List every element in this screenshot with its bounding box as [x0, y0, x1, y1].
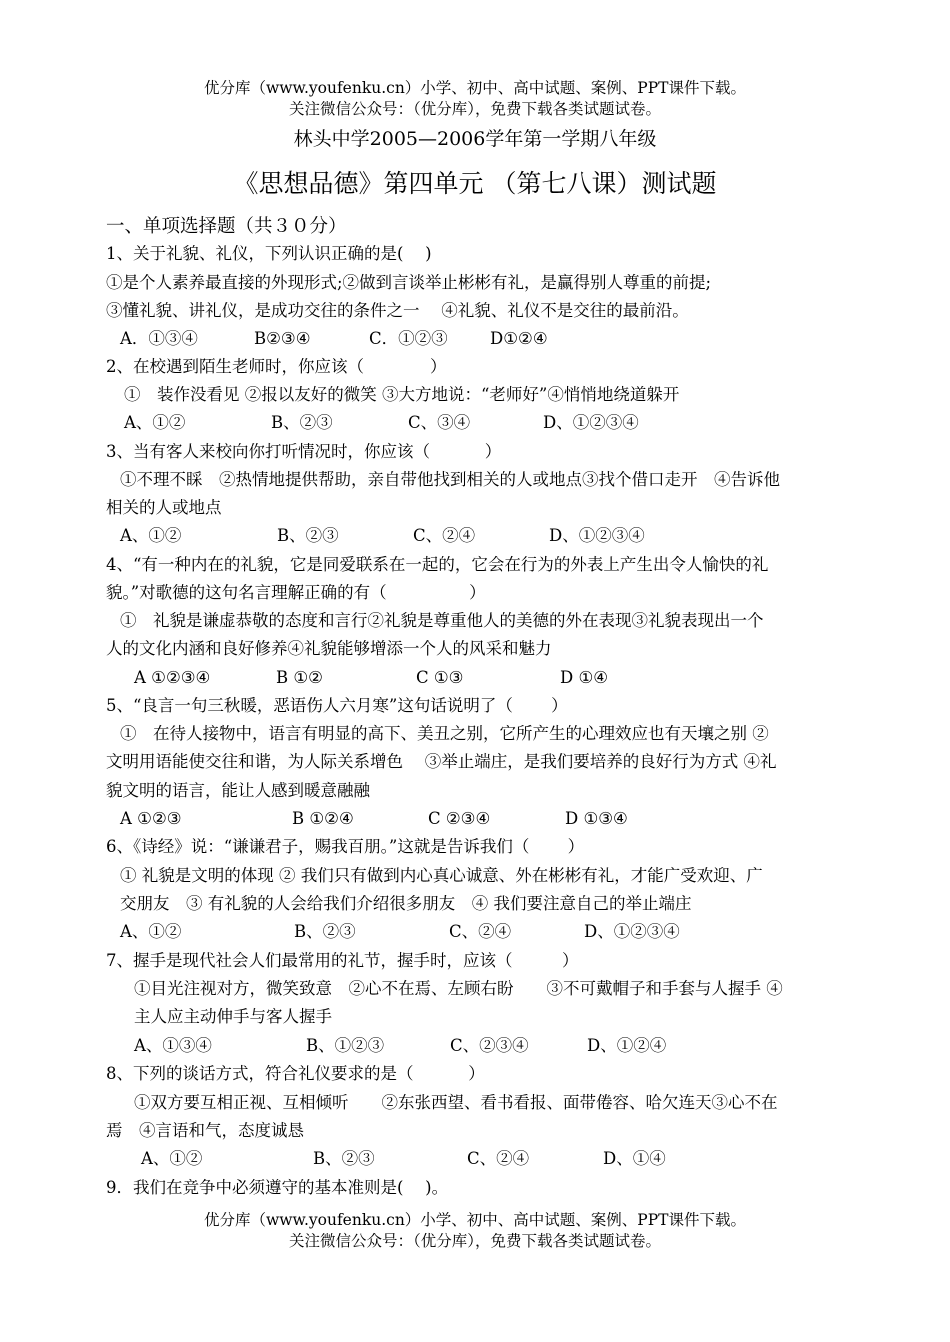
q2-statement-1: ① 装作没看见 ②报以友好的微笑 ③大方地说：“老师好”④悄悄地绕道躲开	[124, 385, 680, 404]
q2-option-c: C、③④	[408, 413, 471, 432]
q7-statement-1: ①目光注视对方，微笑致意 ②心不在焉、左顾右盼 ③不可戴帽子和手套与人握手 ④	[134, 979, 783, 998]
q6-statement-1: ① 礼貌是文明的体现 ② 我们只有做到内心真心诚意、外在彬彬有礼，才能广受欢迎、广	[120, 866, 763, 885]
q6-option-d: D、①②③④	[584, 922, 680, 941]
q1-option-d: D①②④	[490, 329, 548, 348]
q8-statement-2: 焉 ④言语和气，态度诚恳	[106, 1121, 304, 1140]
q5-option-b: B ①②④	[292, 809, 354, 828]
q8-option-a: A、①②	[141, 1149, 203, 1168]
q4-statement-2: 人的文化内涵和良好修养④礼貌能够增添一个人的风采和魅力	[106, 639, 552, 658]
q6-stem: 6、《诗经》说：“谦谦君子，赐我百朋。”这就是告诉我们（ ）	[106, 837, 585, 856]
q5-option-a: A ①②③	[120, 809, 182, 828]
q3-option-b: B、②③	[277, 526, 339, 545]
q8-statement-1: ①双方要互相正视、互相倾听 ②东张西望、看书看报、面带倦容、哈欠连天③心不在	[134, 1093, 778, 1112]
q1-statement-2: ③懂礼貌、讲礼仪，是成功交往的条件之一 ④礼貌、礼仪不是交往的最前沿。	[106, 301, 689, 320]
q1-stem: 1、关于礼貌、礼仪，下列认识正确的是( )	[106, 244, 432, 263]
q2-option-a: A、①②	[124, 413, 186, 432]
q2-option-d: D、①②③④	[543, 413, 639, 432]
q5-option-c: C ②③④	[428, 809, 491, 828]
q1-option-b: B②③④	[254, 329, 311, 348]
footer-ad-line-2: 关注微信公众号：（优分库），免费下载各类试题试卷。	[288, 1232, 661, 1250]
q8-option-b: B、②③	[313, 1149, 375, 1168]
q7-option-b: B、①②③	[306, 1036, 385, 1055]
school-line: 林头中学2005—2006学年第一学期八年级	[293, 128, 657, 150]
q8-option-d: D、①④	[603, 1149, 666, 1168]
q1-option-c: C．①②③	[369, 329, 448, 348]
q6-option-b: B、②③	[294, 922, 356, 941]
q3-option-d: D、①②③④	[549, 526, 645, 545]
q5-option-d: D ①③④	[565, 809, 628, 828]
q6-option-c: C、②④	[449, 922, 512, 941]
q5-statement-3: 貌文明的语言，能让人感到暖意融融	[106, 781, 370, 800]
q5-statement-1: ① 在待人接物中，语言有明显的高下、美丑之别，它所产生的心理效应也有天壤之别 ②	[120, 724, 769, 743]
q1-option-a: A．①③④	[120, 329, 198, 348]
q3-statement-2: 相关的人或地点	[106, 498, 222, 517]
q8-stem: 8、下列的谈话方式，符合礼仪要求的是（ ）	[106, 1064, 485, 1083]
q4-stem: 4、“有一种内在的礼貌，它是同爱联系在一起的，它会在行为的外表上产生出令人愉快的礼	[106, 555, 769, 574]
q8-option-c: C、②④	[467, 1149, 530, 1168]
q5-statement-2: 文明用语能使交往和谐，为人际关系增色 ③举止端庄，是我们要培养的良好行为方式 ④礼	[106, 752, 777, 771]
q3-option-a: A、①②	[120, 526, 182, 545]
footer-ad-line-1: 优分库（www.youfenku.cn）小学、初中、高中试题、案例、PPT课件下载。	[203, 1211, 747, 1229]
q7-option-c: C、②③④	[450, 1036, 529, 1055]
q2-stem: 2、在校遇到陌生老师时，你应该（ ）	[106, 357, 447, 376]
q3-option-c: C、②④	[413, 526, 476, 545]
q6-statement-2: 交朋友 ③ 有礼貌的人会给我们介绍很多朋友 ④ 我们要注意自己的举止端庄	[120, 894, 692, 913]
q4-option-a: A ①②③④	[134, 668, 211, 687]
q9-stem: 9．我们在竞争中必须遵守的基本准则是( )。	[106, 1178, 449, 1197]
exam-title: 《思想品德》第四单元 （第七八课）测试题	[233, 169, 717, 198]
q4-option-d: D ①④	[560, 668, 609, 687]
q1-statement-1: ①是个人素养最直接的外现形式;②做到言谈举止彬彬有礼，是赢得别人尊重的前提;	[106, 273, 712, 292]
q4-option-c: C ①③	[416, 668, 464, 687]
q4-option-b: B ①②	[276, 668, 323, 687]
q7-stem: 7、握手是现代社会人们最常用的礼节，握手时，应该（ ）	[106, 951, 579, 970]
q4-statement-1: ① 礼貌是谦虚恭敬的态度和言行②礼貌是尊重他人的美德的外在表现③礼貌表现出一个	[120, 611, 764, 630]
q5-stem: 5、“良言一句三秋暖，恶语伤人六月寒”这句话说明了（ ）	[106, 696, 568, 715]
q4-stem-cont: 貌。”对歌德的这句名言理解正确的有（ ）	[106, 583, 486, 602]
q6-option-a: A、①②	[120, 922, 182, 941]
q3-statement-1: ①不理不睬 ②热情地提供帮助，亲自带他找到相关的人或地点③找个借口走开 ④告诉他	[120, 470, 780, 489]
header-ad-line-1: 优分库（www.youfenku.cn）小学、初中、高中试题、案例、PPT课件下载。	[203, 79, 747, 97]
q3-stem: 3、当有客人来校向你打听情况时，你应该（ ）	[106, 442, 502, 461]
q7-option-d: D、①②④	[587, 1036, 667, 1055]
q7-statement-2: 主人应主动伸手与客人握手	[134, 1007, 332, 1026]
q2-option-b: B、②③	[271, 413, 333, 432]
q7-option-a: A、①③④	[134, 1036, 212, 1055]
section-heading: 一、单项选择题（共３０分）	[106, 216, 347, 237]
header-ad-line-2: 关注微信公众号：（优分库），免费下载各类试题试卷。	[288, 100, 661, 118]
